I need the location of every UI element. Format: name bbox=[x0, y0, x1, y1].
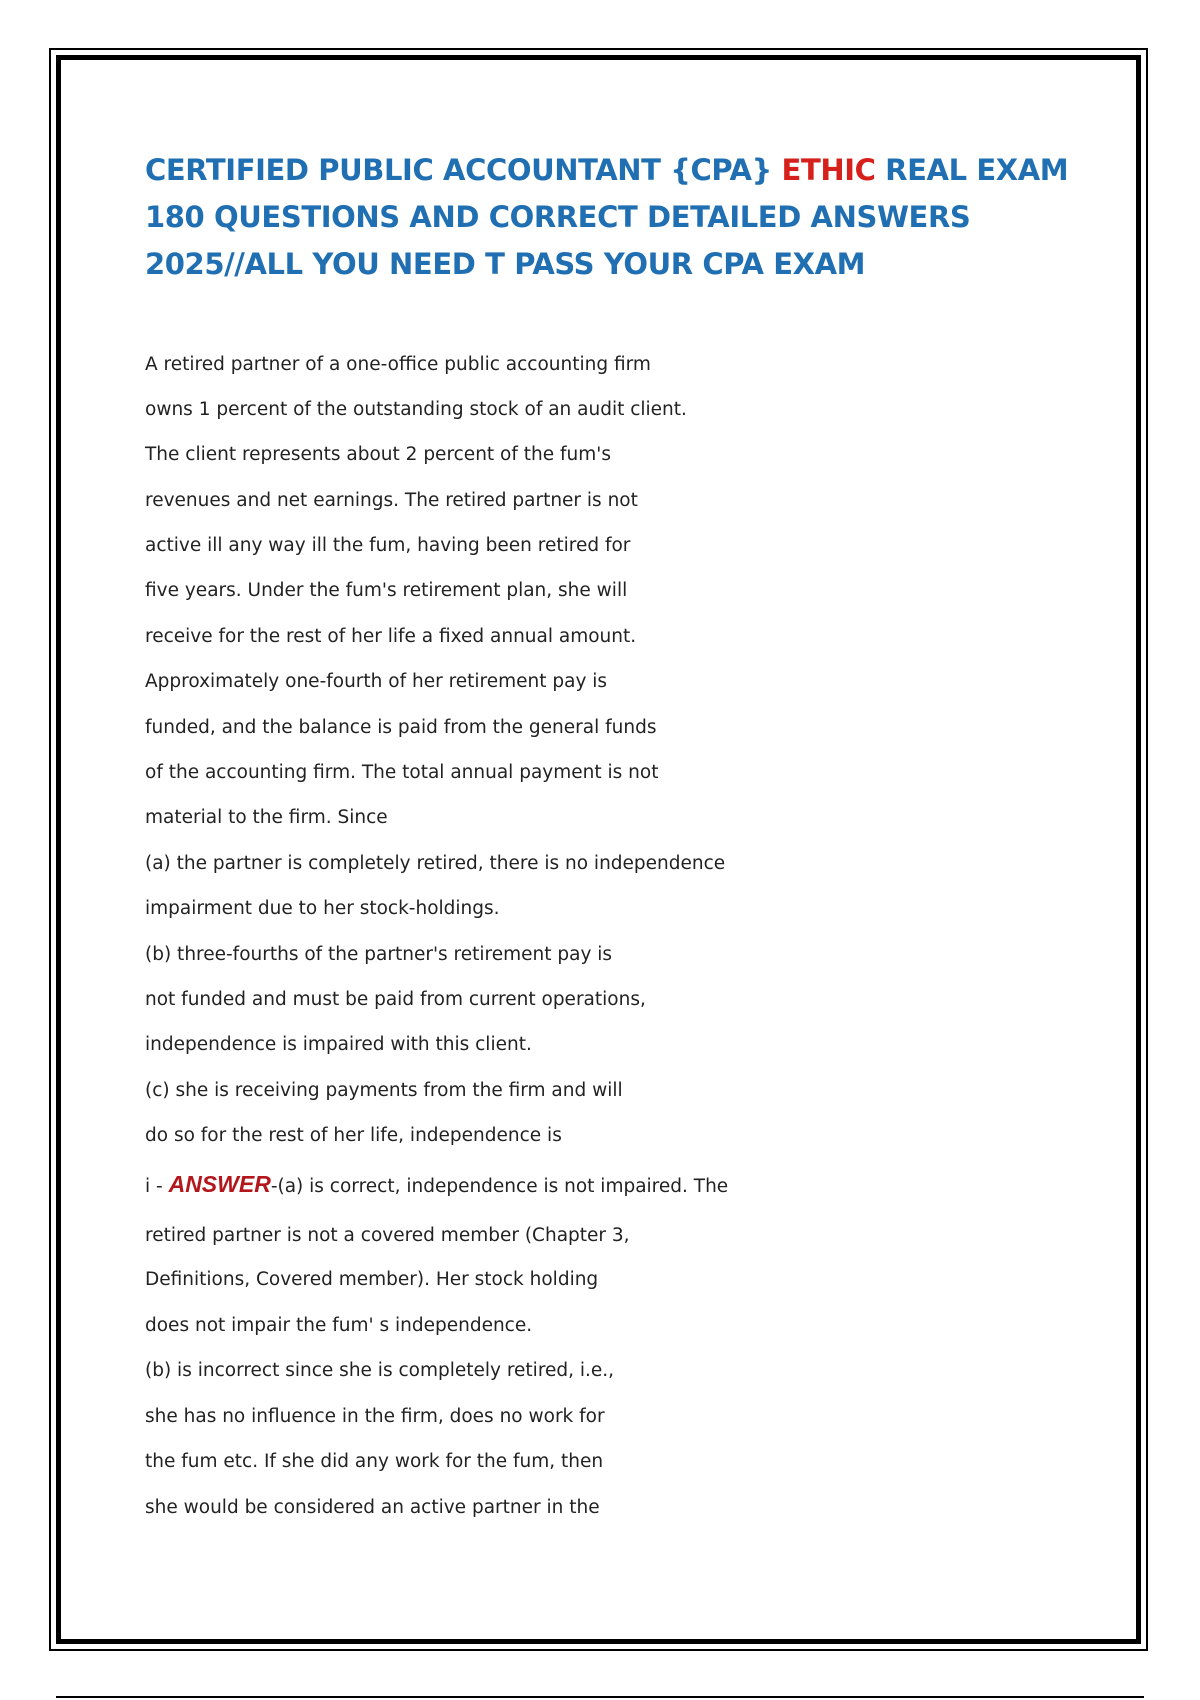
option-c-line: do so for the rest of her life, independence is bbox=[145, 1125, 562, 1146]
question-line: Approximately one-fourth of her retirement pay is bbox=[145, 671, 608, 692]
answer-prefix: i - bbox=[145, 1176, 169, 1197]
question-line: material to the firm. Since bbox=[145, 807, 388, 828]
answer-line: she would be considered an active partner in the bbox=[145, 1497, 600, 1518]
question-line: revenues and net earnings. The retired partner is not bbox=[145, 490, 638, 511]
question-line: The client represents about 2 percent of the fum's bbox=[145, 444, 611, 465]
question-line: receive for the rest of her life a fixed annual amount. bbox=[145, 626, 637, 647]
question-line: active ill any way ill the fum, having been retired for bbox=[145, 535, 631, 556]
option-c-line: (c) she is receiving payments from the firm and will bbox=[145, 1080, 623, 1101]
option-b-line: not funded and must be paid from current operations, bbox=[145, 989, 646, 1010]
answer-first-line bbox=[145, 1172, 728, 1199]
question-line: funded, and the balance is paid from the general funds bbox=[145, 717, 657, 738]
question-line: owns 1 percent of the outstanding stock of an audit client. bbox=[145, 399, 687, 420]
question-line: five years. Under the fum's retirement plan, she will bbox=[145, 580, 628, 601]
title-accent-ethic: ETHIC bbox=[781, 153, 876, 187]
answer-first-line-text: -(a) is correct, independence is not impaired. The bbox=[270, 1176, 729, 1197]
option-b-line: (b) three-fourths of the partner's retirement pay is bbox=[145, 944, 613, 965]
answer-label: ANSWER bbox=[168, 1171, 271, 1197]
title-line-1 bbox=[145, 147, 1069, 194]
title-line-3: 2025//ALL YOU NEED T PASS YOUR CPA EXAM bbox=[145, 247, 866, 281]
title-line-2: 180 QUESTIONS AND CORRECT DETAILED ANSWERS bbox=[145, 200, 971, 234]
answer-line: she has no influence in the firm, does no work for bbox=[145, 1406, 605, 1427]
answer-line: Definitions, Covered member). Her stock holding bbox=[145, 1269, 599, 1290]
option-b-line: independence is impaired with this client. bbox=[145, 1034, 532, 1055]
option-a-line: impairment due to her stock-holdings. bbox=[145, 898, 500, 919]
question-line: A retired partner of a one-office public accounting firm bbox=[145, 354, 651, 375]
answer-line: the fum etc. If she did any work for the fum, then bbox=[145, 1451, 604, 1472]
bottom-divider bbox=[56, 1696, 1144, 1698]
answer-line: does not impair the fum' s independence. bbox=[145, 1315, 533, 1336]
document-title bbox=[145, 147, 1069, 288]
answer-line: retired partner is not a covered member (Chapter 3, bbox=[145, 1225, 630, 1246]
title-line-1-end: REAL EXAM bbox=[875, 153, 1069, 187]
option-a-line: (a) the partner is completely retired, there is no independence bbox=[145, 853, 726, 874]
question-line: of the accounting firm. The total annual payment is not bbox=[145, 762, 659, 783]
title-line-1-start: CERTIFIED PUBLIC ACCOUNTANT {CPA} bbox=[145, 153, 782, 187]
answer-line: (b) is incorrect since she is completely retired, i.e., bbox=[145, 1360, 615, 1381]
